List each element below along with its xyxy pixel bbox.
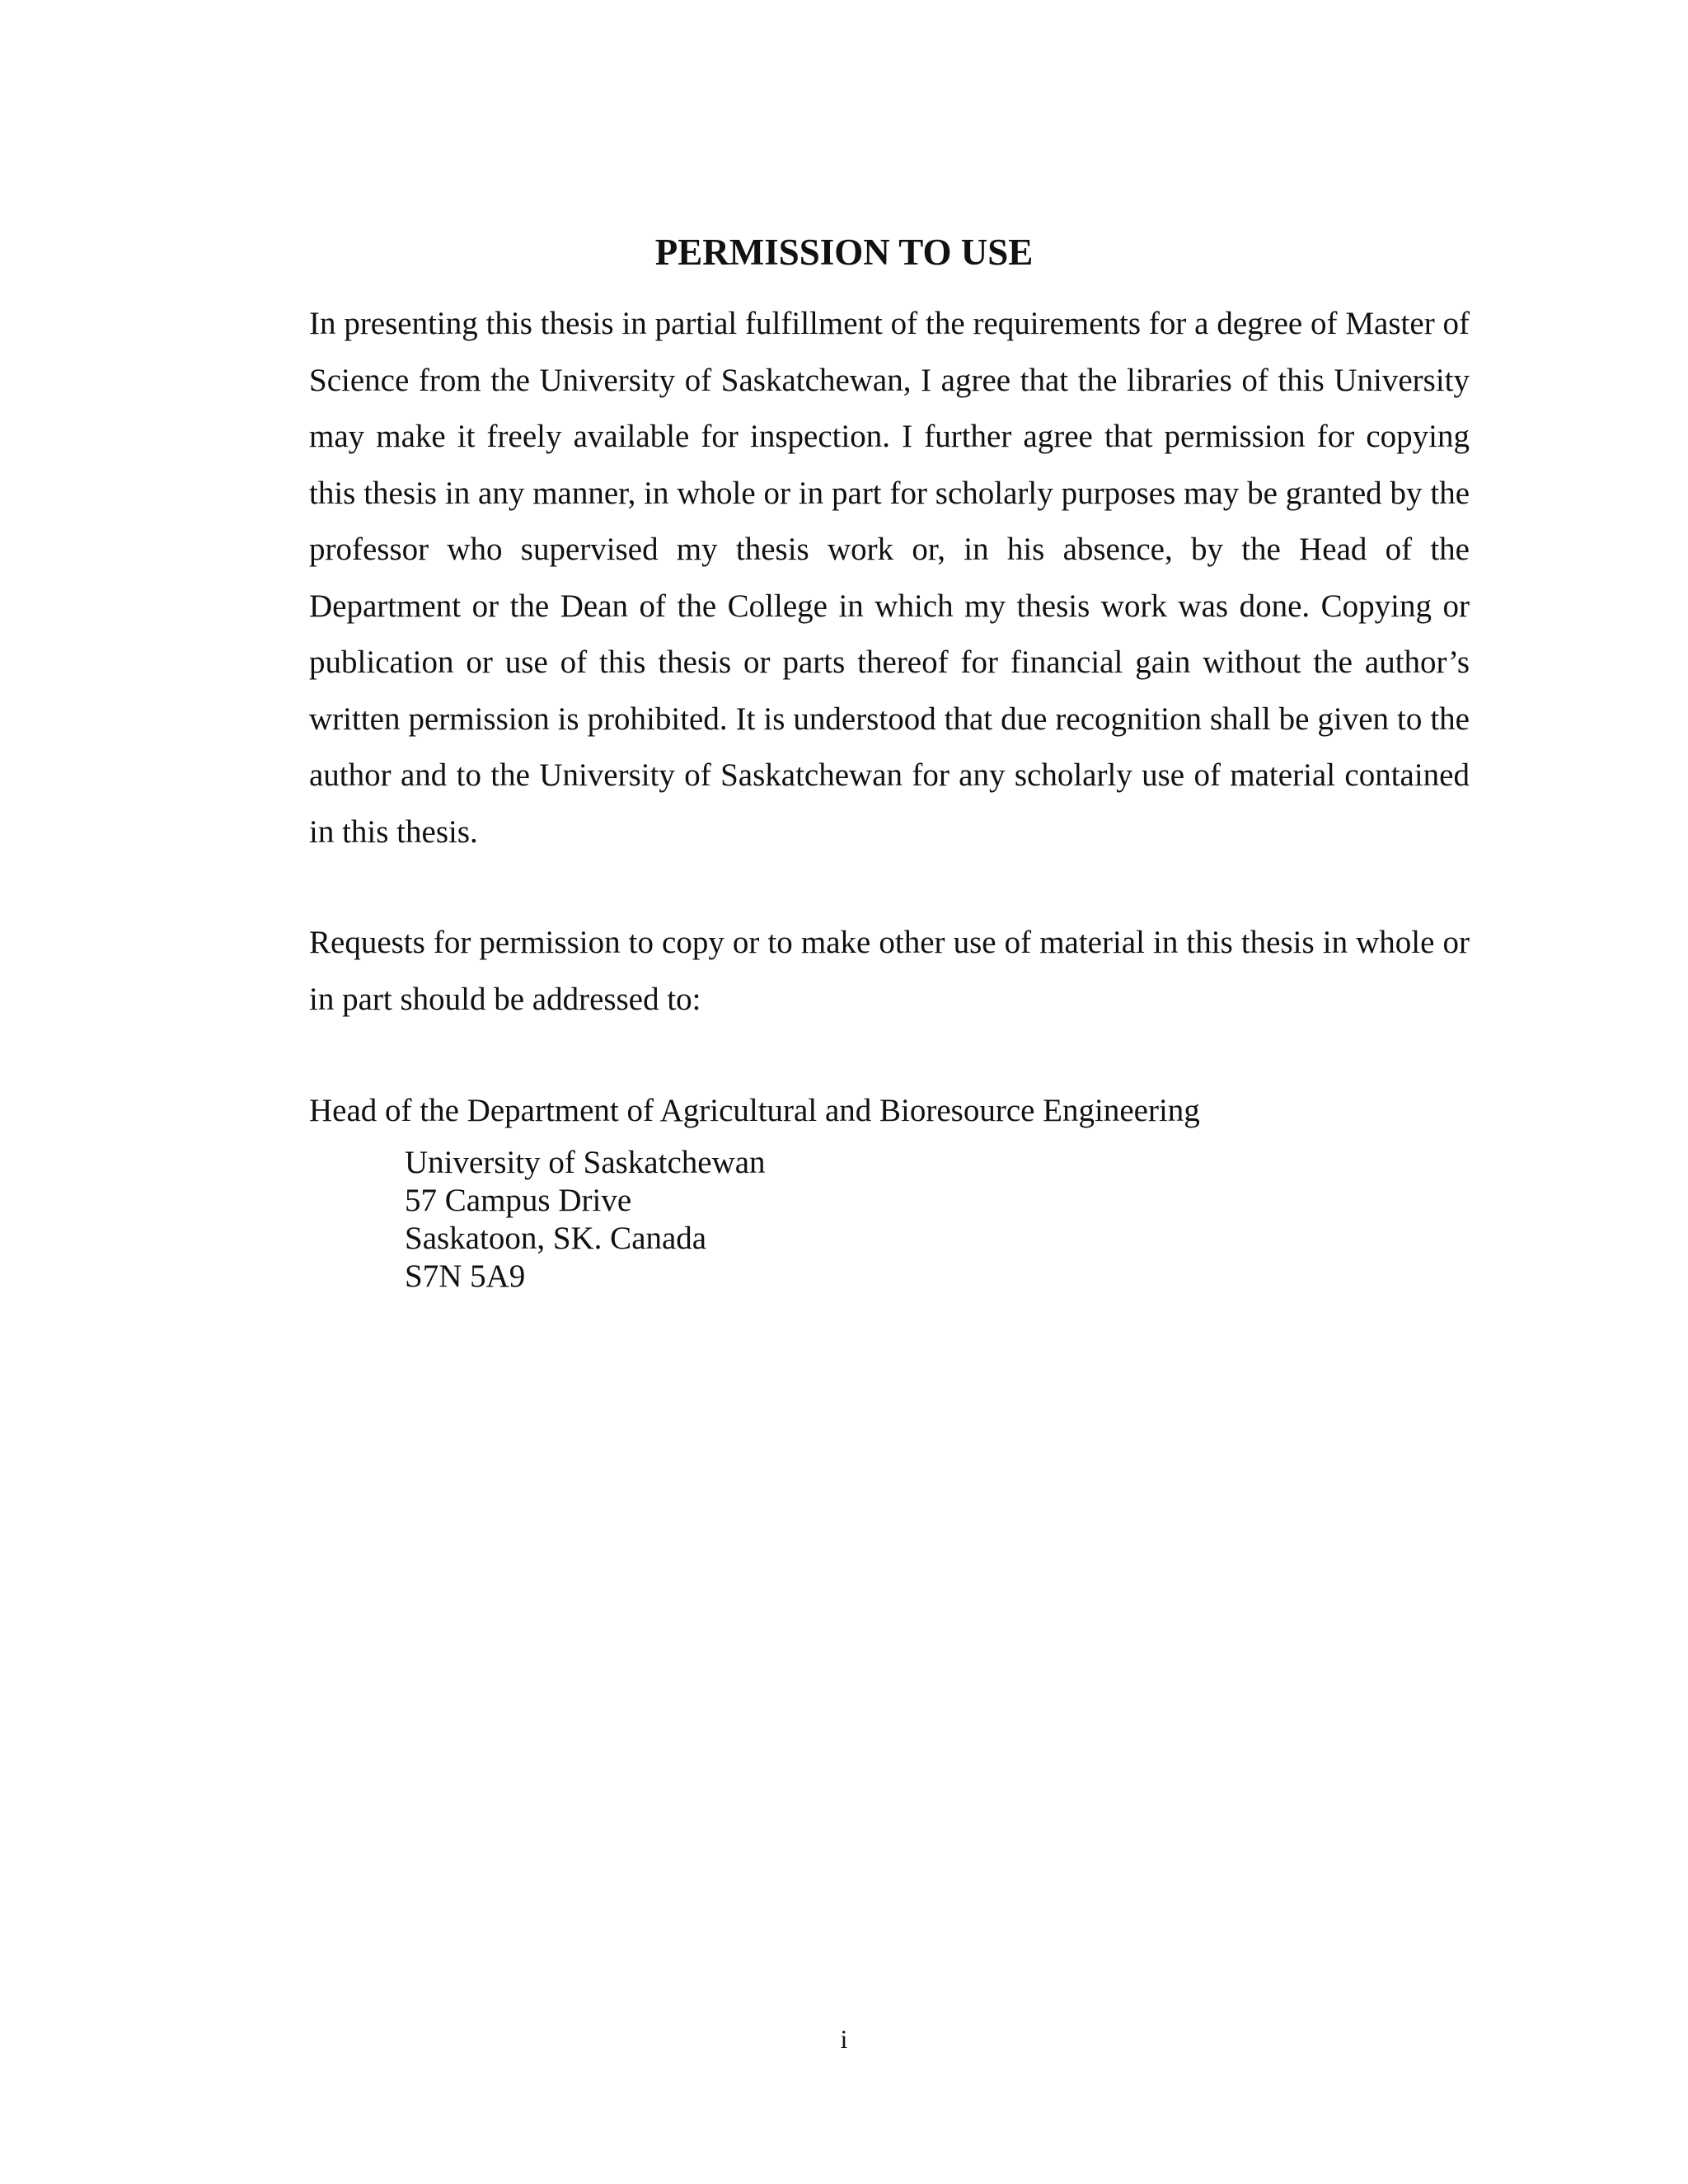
address-heading: Head of the Department of Agricultural and Bioresource Engineering: [309, 1093, 1200, 1128]
page-number: i: [840, 2024, 848, 2054]
page-title: PERMISSION TO USE: [654, 232, 1034, 273]
address-block: [405, 1144, 766, 1296]
requests-paragraph: Requests for permission to copy or to make other use of material in this thesis in whole or in part should be addressed to:: [309, 925, 1470, 1017]
address-line-postal-code: S7N 5A9: [405, 1258, 526, 1294]
address-line-university: University of Saskatchewan: [405, 1145, 766, 1180]
address-line-street: 57 Campus Drive: [405, 1183, 632, 1218]
address-line-city: Saskatoon, SK. Canada: [405, 1221, 707, 1256]
permission-paragraph: In presenting this thesis in partial fulfillment of the requirements for a degree of Master of Science from the University of Saskatchewan, I agree that the libraries of this University may make it freely available for inspection. I further agree that permission for copying this thesis in any manner, in whole or in part for scholarly purposes may be granted by the professor who supervised my thesis work or, in his absence, by the Head of the Department or the Dean of the College in which my thesis work was done. Copying or publication or use of this thesis or parts thereof for financial gain without the author’s written permission is prohibited. It is understood that due recognition shall be given to the author and to the University of Saskatchewan for any scholarly use of material contained in this thesis.: [309, 306, 1470, 850]
